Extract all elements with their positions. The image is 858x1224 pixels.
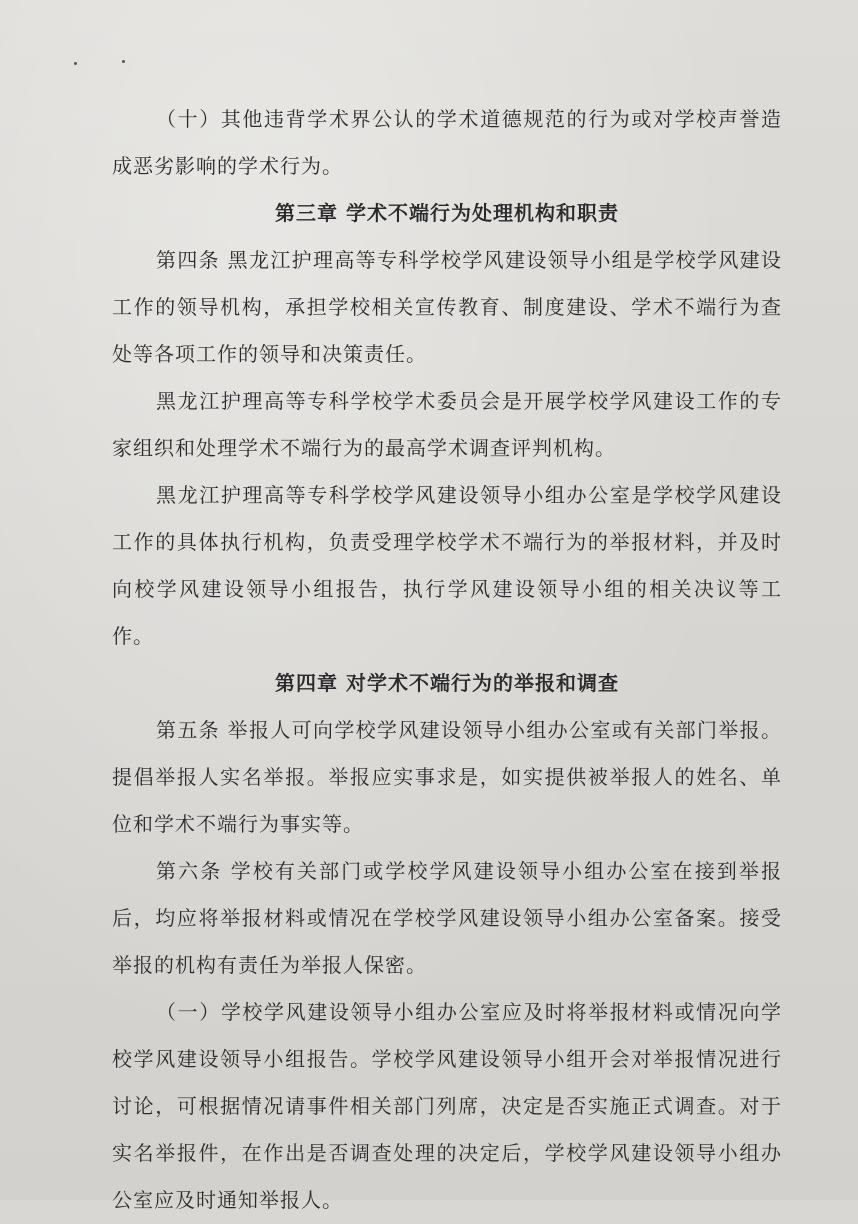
punch-dots xyxy=(70,58,140,68)
article-6: 第六条 学校有关部门或学校学风建设领导小组办公室在接到举报后，均应将举报材料或情况在学校学风建设领导小组办公室备案。接受举报的机构有责任为举报人保密。 xyxy=(112,859,782,977)
article-4: 第四条 黑龙江护理高等专科学校学风建设领导小组是学校学风建设工作的领导机构，承担学校相关宣传教育、制度建设、学术不端行为查处等各项工作的领导和决策责任。 xyxy=(112,248,782,366)
article-4-paragraph-2: 黑龙江护理高等专科学校学术委员会是开展学校学风建设工作的专家组织和处理学术不端行为的最高学术调查评判机构。 xyxy=(112,389,782,460)
chapter-4-title: 第四章 对学术不端行为的举报和调查 xyxy=(275,671,619,695)
chapter-3-title: 第三章 学术不端行为处理机构和职责 xyxy=(275,201,619,225)
dot-mark xyxy=(74,62,77,65)
article-6-item-1: （一）学校学风建设领导小组办公室应及时将举报材料或情况向学校学风建设领导小组报告。学校学风建设领导小组开会对举报情况进行讨论，可根据情况请事件相关部门列席，决定是否实施正式调查。对于实名举报件，在作出是否调查处理的决定后，学校学风建设领导小组办公室应及时通知举报人。 xyxy=(112,1000,782,1212)
document-body xyxy=(112,96,782,1224)
dot-mark xyxy=(122,60,125,63)
article-5: 第五条 举报人可向学校学风建设领导小组办公室或有关部门举报。提倡举报人实名举报。举报应实事求是，如实提供被举报人的姓名、单位和学术不端行为事实等。 xyxy=(112,718,782,836)
article-4-paragraph-3: 黑龙江护理高等专科学校学风建设领导小组办公室是学校学风建设工作的具体执行机构，负责受理学校学术不端行为的举报材料，并及时向校学风建设领导小组报告，执行学风建设领导小组的相关决议等工作。 xyxy=(112,483,782,648)
paragraph-item-ten: （十）其他违背学术界公认的学术道德规范的行为或对学校声誉造成恶劣影响的学术行为。 xyxy=(112,107,782,178)
